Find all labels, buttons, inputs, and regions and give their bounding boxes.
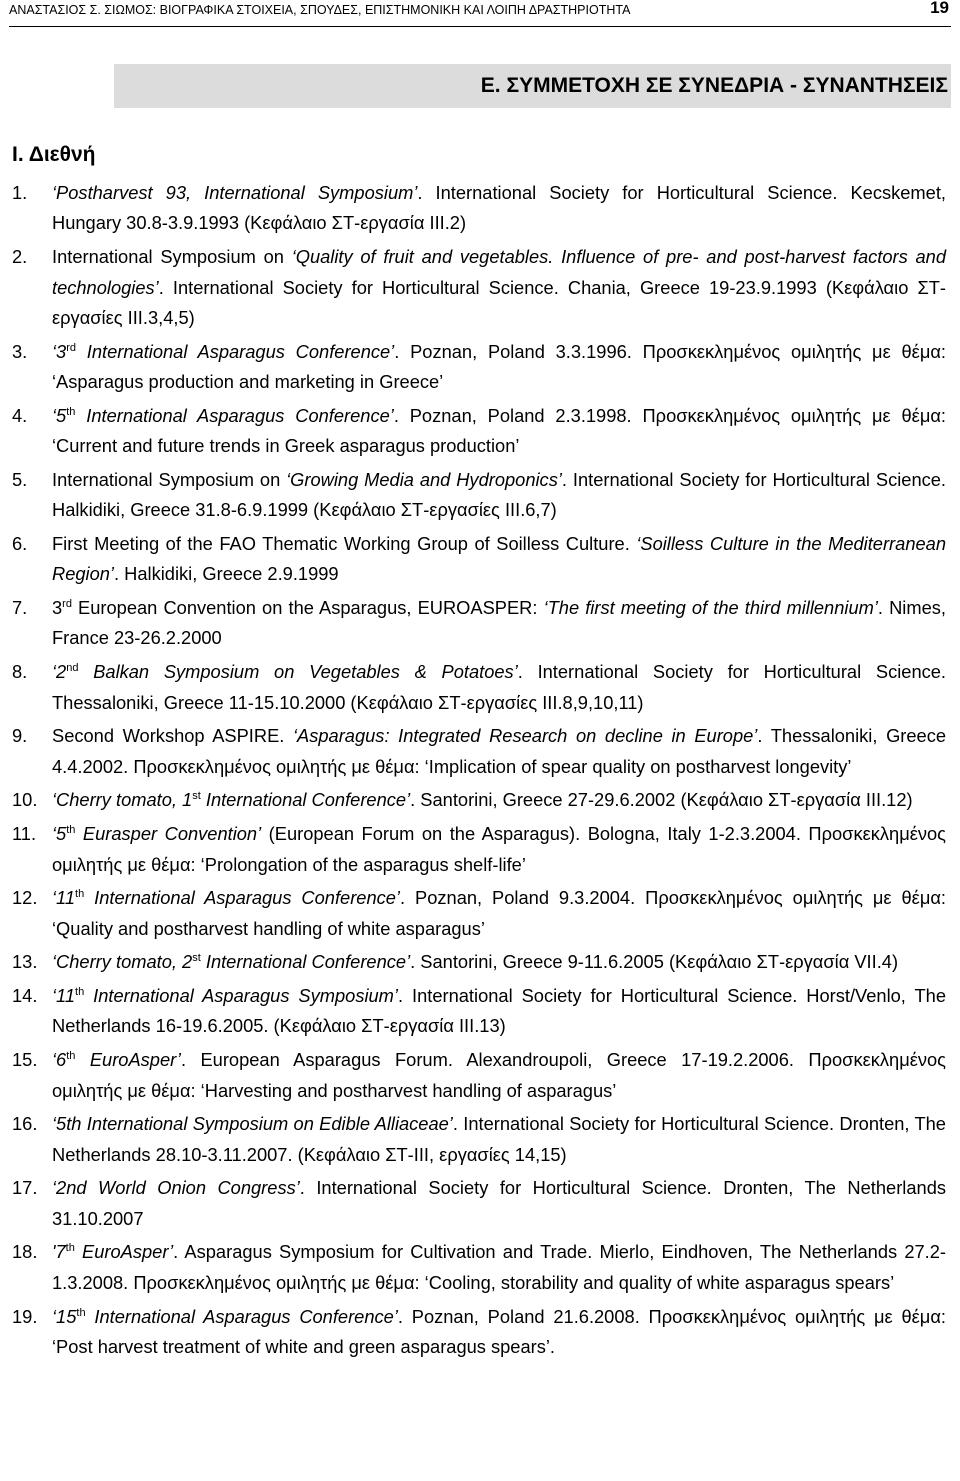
ordinal-suffix: th [65,1242,75,1255]
conference-title-start: ‘5 [52,823,67,845]
conference-title: International Conference’ [200,951,411,973]
item-details: . Thessaloniki, Greece 4.4.2002. Προσκεκλημένος ομιλητής με θέμα: ‘Implication of spear quality on postharvest longevity’ [52,725,947,777]
item-number: 13. [12,951,38,973]
item-number: 16. [12,1113,38,1135]
list-item [12,883,946,944]
list-item [12,529,946,590]
item-details: . International Society for Horticultural Science. Dronten, The Netherlands 28.10-3.11.2007. (Κεφάλαιο ΣΤ-ΙΙΙ, εργασίες 14,15) [52,1113,946,1165]
item-text [52,883,946,944]
item-text [52,242,946,333]
list-item [12,242,946,333]
ordinal-suffix: rd [66,341,77,354]
conference-title: ‘Soilless Culture in the Mediterranean Region’ [52,532,946,585]
item-details: . International Society for Horticultural Science. Kecskemet, Hungary 30.8-3.9.1993 (Κεφάλαιο ΣΤ-εργασία ΙΙΙ.2) [52,182,946,234]
ordinal-suffix: th [75,986,85,999]
page-number: 19 [930,0,949,17]
conference-list [12,178,946,1366]
section-title: Ε. ΣΥΜΜΕΤΟΧΗ ΣΕ ΣΥΝΕΔΡΙΑ - ΣΥΝΑΝΤΗΣΕΙΣ [480,74,948,97]
conference-title-start: ‘Cherry tomato, 1 [52,789,193,811]
ordinal-suffix: th [76,1306,86,1319]
conference-title-start: ‘11 [52,887,76,909]
page-header [9,0,951,27]
item-prefix: Second Workshop ASPIRE. [52,725,293,747]
item-details: . Poznan, Poland 9.3.2004. Προσκεκλημένος ομιλητής με θέμα: ‘Quality and postharvest handling of white asparagus’ [52,887,947,939]
conference-title: Eurasper Convention’ [75,823,262,845]
ordinal-suffix: th [75,888,85,901]
ordinal-suffix: st [192,790,201,803]
item-text [52,178,946,239]
item-number: 1. [12,182,28,203]
conference-title: ‘Asparagus: Integrated Research on decline in Europe’ [292,725,758,747]
conference-title: ‘2nd World Onion Congress’ [52,1177,300,1199]
list-item [12,819,946,880]
conference-title-start: ‘15 [52,1305,77,1327]
item-details: . Santorini, Greece 9-11.6.2005 (Κεφάλαιο ΣΤ-εργασία VII.4) [410,951,899,973]
list-item [12,337,946,398]
conference-title: International Asparagus Conference’ [84,887,400,909]
item-details: . Nimes, France 23-26.2.2000 [52,597,946,649]
item-number: 10. [12,789,38,811]
conference-title: International Asparagus Conference’ [76,340,395,362]
item-details: . International Society for Horticultural Science. Chania, Greece 19-23.9.1993 (Κεφάλαιο ΣΤ-εργασίες ΙΙΙ.3,4,5) [52,276,946,328]
conference-title: International Conference’ [200,789,411,811]
ordinal-suffix: nd [66,662,79,675]
list-item [12,178,946,239]
list-item [12,465,946,526]
item-prefix: 3 [52,597,63,619]
item-number: 17. [12,1177,38,1199]
item-number: 8. [12,661,28,683]
item-number: 19. [12,1305,38,1327]
item-number: 3. [12,340,28,362]
item-details: . Santorini, Greece 27-29.6.2002 (Κεφάλαιο ΣΤ-εργασία ΙΙΙ.12) [410,789,913,811]
ordinal-suffix: rd [62,598,72,611]
item-details: . International Society for Horticultural Science. Horst/Venlo, The Netherlands 16-19.6.2005. (Κεφάλαιο ΣΤ-εργασία ΙΙΙ.13) [52,985,947,1037]
item-details: . International Society for Horticultural Science. Dronten, The Netherlands 31.10.2007 [52,1177,947,1229]
item-details: . Poznan, Poland 21.6.2008. Προσκεκλημένος ομιλητής με θέμα: ‘Post harvest treatment of white and green asparagus spears’. [52,1305,946,1357]
item-details: . Halkidiki, Greece 2.9.1999 [114,563,339,585]
conference-title: ‘Postharvest 93, International Symposium’ [52,182,418,203]
conference-title: International Asparagus Symposium’ [84,985,398,1007]
item-number: 6. [12,532,28,554]
item-details: (European Forum on the Asparagus). Bologna, Italy 1-2.3.2004. Προσκεκλημένος ομιλητής με θέμα: ‘Prolongation of the asparagus shelf-life’ [52,823,946,875]
item-text [52,1045,946,1106]
conference-title: ‘Growing Media and Hydroponics’ [286,468,562,490]
item-text [52,981,946,1042]
list-item [12,947,946,977]
item-details: . International Society for Horticultural Science. Halkidiki, Greece 31.8-6.9.1999 (Κεφάλαιο ΣΤ-εργασίες ΙΙΙ.6,7) [52,468,946,521]
list-item [12,593,946,654]
subsection-title: Ι. Διεθνή [12,143,96,166]
conference-title-start: ‘6 [52,1049,67,1071]
item-number: 18. [12,1241,38,1263]
item-details: . Poznan, Poland 2.3.1998. Προσκεκλημένος ομιλητής με θέμα: ‘Current and future trends in Greek asparagus production’ [52,404,946,457]
list-item [12,1045,946,1106]
list-item [12,1302,946,1363]
conference-title-start: ‘5 [52,404,67,426]
list-item [12,721,946,782]
list-item [12,657,946,718]
item-details: . Poznan, Poland 3.3.1996. Προσκεκλημένος ομιλητής με θέμα: ‘Asparagus production and marketing in Greece’ [52,340,947,393]
item-number: 12. [12,887,38,909]
conference-title-start: ‘Cherry tomato, 2 [52,951,193,973]
item-text [52,401,946,462]
item-text [52,785,946,815]
conference-title-start: '7 [52,1241,66,1263]
item-text [52,819,946,880]
item-number: 9. [12,725,28,747]
item-details: . European Asparagus Forum. Alexandroupoli, Greece 17-19.2.2006. Προσκεκλημένος ομιλητής με θέμα: ‘Harvesting and postharvest handling of asparagus’ [52,1049,946,1101]
item-prefix: International Symposium on [52,246,292,268]
item-number: 14. [12,985,38,1007]
item-text [52,337,946,398]
conference-title: ‘The first meeting of the third millennium’ [543,597,878,619]
item-number: 2. [12,246,28,268]
item-details: . Asparagus Symposium for Cultivation and Trade. Mierlo, Eindhoven, The Netherlands 27.2-1.3.2008. Προσκεκλημένος ομιλητής με θέμα: ‘Cooling, storability and quality of white asparagus spears’ [52,1241,946,1293]
item-text [52,593,946,654]
conference-title: International Asparagus Conference’ [85,1305,398,1327]
item-prefix: First Meeting of the FAO Thematic Working Group of Soilless Culture. [52,532,637,554]
conference-title-start: ‘2 [52,661,67,683]
item-number: 7. [12,597,28,619]
item-text [52,529,946,590]
conference-title: Balkan Symposium on Vegetables & Potatoes’ [78,661,518,683]
ordinal-suffix: st [192,952,201,965]
running-title: ΑΝΑΣΤΑΣΙΟΣ Σ. ΣΙΩΜΟΣ: ΒΙΟΓΡΑΦΙΚΑ ΣΤΟΙΧΕΙΑ, ΣΠΟΥΔΕΣ, ΕΠΙΣΤΗΜΟΝΙΚΗ ΚΑΙ ΛΟΙΠΗ ΔΡΑΣΤΗΡΙΟΤΗΤΑ [9,3,631,17]
ordinal-suffix: th [66,1050,76,1063]
list-item [12,785,946,815]
item-text [52,1302,946,1363]
conference-title: International Asparagus Conference’ [75,404,394,426]
item-number: 11. [12,823,37,845]
conference-title-start: ‘3 [52,340,67,362]
ordinal-suffix: th [66,824,76,837]
item-text [52,721,946,782]
item-text [52,1109,946,1170]
item-number: 15. [12,1049,38,1071]
item-prefix-rest: European Convention on the Asparagus, EUROASPER: [71,597,544,619]
item-details: . International Society for Horticultural Science. Thessaloniki, Greece 11-15.10.2000 (Κεφάλαιο ΣΤ-εργασίες ΙΙΙ.8,9,10,11) [52,661,946,713]
list-item [12,401,946,462]
item-number: 5. [12,468,28,490]
list-item [12,1237,946,1298]
item-text [52,465,946,526]
item-text [52,657,946,718]
conference-title: EuroAsper’ [75,1049,181,1071]
item-text [52,947,946,977]
list-item [12,1173,946,1234]
conference-title: EuroAsper’ [74,1241,174,1263]
item-text [52,1173,946,1234]
conference-title-start: ‘11 [52,985,76,1007]
ordinal-suffix: th [66,405,76,418]
item-text [52,1237,946,1298]
conference-title: ‘5th International Symposium on Edible Alliaceae’ [52,1113,453,1135]
item-prefix: International Symposium on [52,468,287,490]
conference-title: ‘Quality of fruit and vegetables. Influence of pre- and post-harvest factors and technologies’ [52,246,946,298]
list-item [12,1109,946,1170]
item-number: 4. [12,404,28,426]
list-item [12,981,946,1042]
